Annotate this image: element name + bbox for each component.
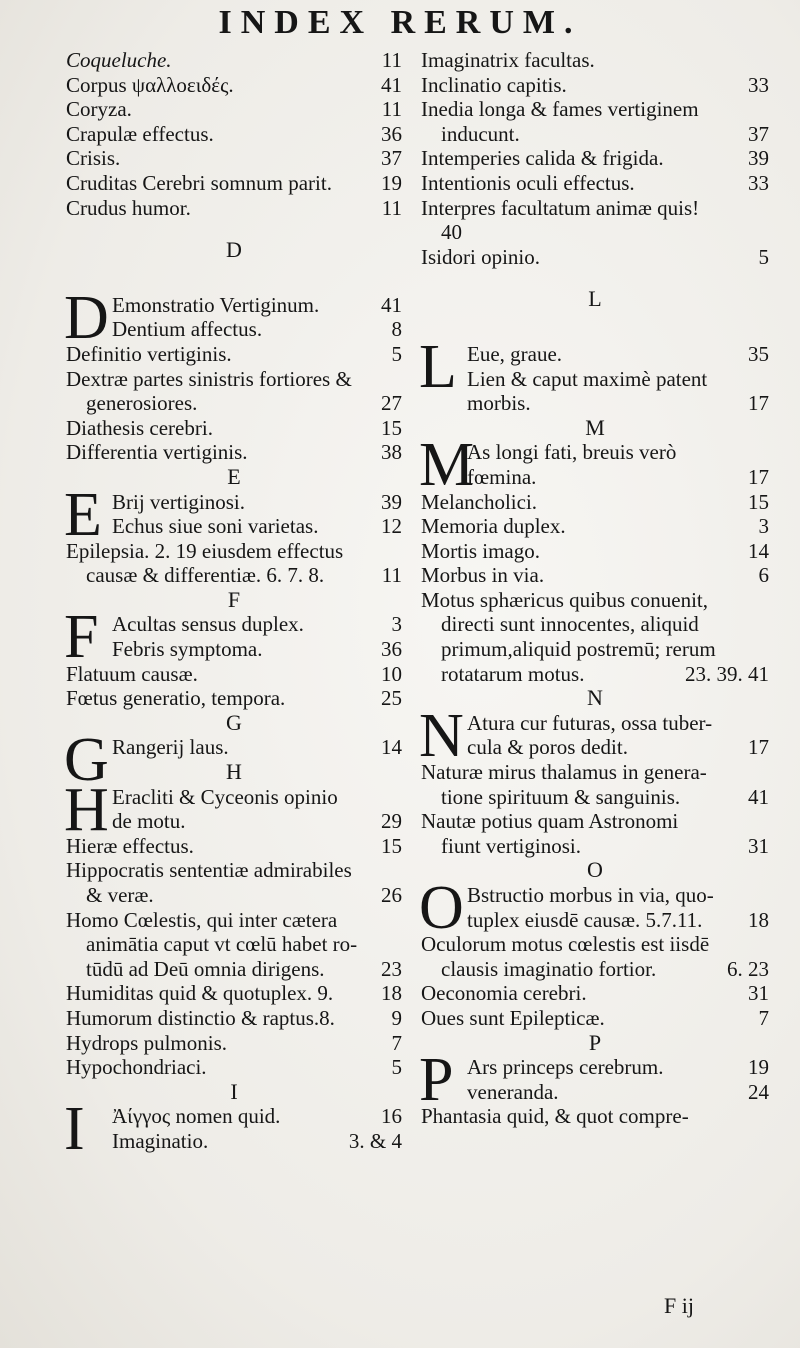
entry-page-ref: 23. 39. 41 [685,661,769,686]
entry-text: Intemperies calida & frigida. [421,146,664,171]
section-letter: E [227,463,241,489]
entry-page-ref: 17 [748,391,769,416]
drop-cap-block [64,283,402,352]
entry-page-ref: 11 [381,48,402,72]
entry-text: Mortis imago. [421,538,540,563]
drop-cap-block [64,603,402,672]
entry-text: Acultas sensus duplex. [112,612,304,637]
drop-cap-block [419,332,769,416]
entry-text: de motu. [112,809,186,834]
entry-page-ref: 33 [748,170,769,195]
entry-text: Eracliti & Cyceonis opinio [112,784,338,809]
entry-text: Inedia longa & fames vertiginem [421,97,699,122]
entry-text: Homo Cœlestis, qui inter cætera [66,907,338,932]
entry-text: tione spirituum & sanguinis. [441,784,681,809]
entry-page-ref: 27 [381,391,402,416]
index-entry [112,1104,402,1129]
entry-text: tūdū ad Deū omnia dirigens. [86,956,325,981]
entry-page-ref: 26 [381,883,402,907]
entry-text: Motus sphæricus quibus conuenit, [421,587,708,612]
drop-cap-initial: L [419,332,457,401]
index-entry [421,588,769,686]
index-entry [421,981,769,1006]
index-entry [66,539,402,588]
entry-text: Intentionis oculi effectus. [421,170,635,195]
entry-page-ref: 11 [381,97,402,122]
entry-text: generosiores. [86,391,198,416]
entry-page-ref: 14 [748,538,769,563]
index-entry [66,440,402,465]
entry-text: Brij vertiginosi. [112,489,245,514]
entry-page-ref: 3 [391,612,402,637]
entry-text: Echus siue soni varietas. [112,514,319,539]
entry-page-ref: 17 [748,735,769,760]
index-entry [66,686,402,711]
entry-page-ref: 8 [391,317,402,342]
index-entry [66,1055,402,1080]
entry-text: Emonstratio Vertiginum. [112,292,320,317]
index-entry [112,612,402,637]
drop-cap-block [64,775,402,844]
index-entry [112,785,402,834]
entry-page-ref: 41 [381,72,402,97]
entry-page-ref: 5 [391,1055,402,1080]
entry-text: Rangerij laus. [112,735,229,760]
entry-text: Coqueluche. [66,48,172,72]
index-entry [421,760,769,809]
index-entry [66,908,402,982]
section-letter: P [588,1029,602,1055]
entry-text: Morbus in via. [421,563,545,588]
entry-page-ref: 16 [381,1104,402,1129]
index-entry [421,809,769,858]
section-letter: F [227,586,241,612]
entry-text: Flatuum causæ. [66,661,198,686]
entry-text: Coryza. [66,97,132,122]
index-entry [467,440,769,489]
index-entry [421,73,769,98]
drop-cap-initial: I [64,1095,85,1164]
entry-text: Febris symptoma. [112,637,263,662]
index-entry [421,171,769,196]
entry-text: causæ & differentiæ. 6. 7. 8. [86,563,325,588]
entry-text: Eue, graue. [467,341,563,366]
entry-text: directi sunt innocentes, aliquid [441,612,699,637]
index-entry [66,196,402,221]
entry-page-ref: 15 [748,489,769,514]
entry-text: Phantasia quid, & quot compre- [421,1104,689,1129]
entry-page-ref: 36 [381,637,402,662]
entry-page-ref: 3. & 4 [348,1128,402,1153]
section-letter: N [587,685,603,711]
entry-text: Isidori opinio. [421,244,540,269]
entry-page-ref: 18 [381,981,402,1006]
index-entry [112,735,402,760]
entry-text: Cruditas Cerebri somnum parit. [66,170,332,195]
index-entry [66,858,402,907]
entry-text: Humorum distinctio & raptus.8. [66,1005,335,1030]
section-letter: D [226,237,242,263]
index-entry [467,1055,769,1080]
section-letter: G [226,709,242,735]
index-entry [66,48,402,73]
entry-text: tuplex eiusdē causæ. 5.7.11. [467,907,703,932]
entry-text: Diathesis cerebri. [66,415,213,440]
drop-cap-initial: H [64,775,109,844]
entry-text: Crisis. [66,146,121,171]
drop-cap-initial: O [419,874,464,942]
entry-text: 40 [441,220,462,245]
entry-page-ref: 31 [748,833,769,858]
index-entry [421,490,769,515]
entry-page-ref: 37 [381,146,402,171]
entry-text: Humiditas quid & quotuplex. 9. [66,981,334,1006]
section-letter: L [588,286,602,312]
section-letter: H [226,759,242,785]
entry-text: Definitio vertiginis. [66,341,232,366]
entry-text: As longi fati, breuis verò [467,440,677,465]
entry-text: Dextræ partes sinistris fortiores & [66,366,352,391]
index-column-left [64,48,402,1164]
entry-text: Oues sunt Epilepticæ. [421,1005,605,1030]
drop-cap-initial: N [419,701,464,770]
entry-page-ref: 31 [748,981,769,1006]
entry-page-ref: 25 [381,686,402,711]
entry-text: Hypochondriaci. [66,1055,207,1080]
entry-page-ref: 15 [381,833,402,858]
entry-page-ref: 5 [758,244,769,269]
entry-text: primum,aliquid postremū; rerum [441,637,716,662]
index-entry [467,711,769,760]
entry-page-ref: 36 [381,121,402,146]
index-entry [421,245,769,270]
drop-cap-block [419,1046,769,1115]
entry-text: Crapulæ effectus. [66,121,214,146]
drop-cap-initial: F [64,603,99,672]
entry-text: rotatarum motus. [441,661,585,686]
drop-cap-block [64,1095,402,1164]
index-entry [112,490,402,515]
entry-text: Naturæ mirus thalamus in genera- [421,760,707,785]
entry-text: Imaginatrix facultas. [421,48,595,72]
entry-text: Crudus humor. [66,195,191,220]
entry-text: clausis imaginatio fortior. [441,956,657,981]
entry-text: Ἀίγγος nomen quid. [112,1104,281,1129]
signature-mark: F ij [664,1293,694,1318]
entry-page-ref: 41 [748,784,769,809]
drop-cap-initial: M [419,431,475,500]
entry-page-ref: 38 [381,440,402,465]
entry-text: inducunt. [441,121,520,146]
entry-text: Atura cur futuras, ossa tuber- [467,710,713,735]
entry-text: fœmina. [467,464,537,489]
entry-text: Ars princeps cerebrum. [467,1055,664,1080]
entry-text: Hippocratis sententiæ admirabiles [66,858,352,883]
entry-text: Melancholici. [421,489,538,514]
drop-cap-block [419,874,769,942]
entry-text: veneranda. [467,1079,559,1104]
page-header: INDEX RERUM. [218,4,582,41]
index-entry [66,171,402,196]
section-letter: I [230,1078,238,1104]
entry-page-ref: 6. 23 [727,956,769,981]
index-entry [421,563,769,588]
entry-page-ref: 11 [381,563,402,588]
entry-text: Interpres facultatum animæ quis! [421,195,700,220]
index-entry [467,367,769,416]
index-entry [421,48,769,73]
entry-text: Bstructio morbus in via, quo- [467,883,714,907]
entry-page-ref: 39 [381,489,402,514]
drop-cap-initial: P [419,1046,454,1115]
index-entry [66,367,402,416]
entry-page-ref: 9 [391,1005,402,1030]
drop-cap-initial: D [64,283,109,352]
entry-page-ref: 3 [758,514,769,539]
index-entry [66,342,402,367]
drop-cap-initial: E [64,480,102,549]
index-entry [66,662,402,687]
entry-text: Imaginatio. [112,1128,209,1153]
entry-page-ref: 18 [748,907,769,932]
entry-text: Oculorum motus cœlestis est iisdē [421,932,710,957]
entry-text: cula & poros dedit. [467,735,628,760]
index-entry [112,637,402,662]
entry-text: Oeconomia cerebri. [421,981,587,1006]
index-entry [421,146,769,171]
entry-text: & veræ. [86,883,154,907]
entry-page-ref: 5 [391,341,402,366]
entry-page-ref: 15 [381,415,402,440]
drop-cap-block [64,480,402,549]
index-entry [467,883,769,932]
index-entry [66,416,402,441]
index-entry [467,1080,769,1105]
entry-page-ref: 7 [391,1030,402,1055]
entry-text: Inclinatio capitis. [421,72,567,97]
entry-page-ref: 7 [758,1005,769,1030]
index-entry [112,1129,402,1154]
section-letter: M [585,414,605,440]
entry-text: Corpus ψαλλοειδές. [66,72,234,97]
entry-page-ref: 6 [758,563,769,588]
index-entry [112,514,402,539]
index-entry [66,981,402,1006]
entry-text: Nautæ potius quam Astronomi [421,809,679,834]
entry-page-ref: 24 [748,1079,769,1104]
index-entry [66,97,402,122]
entry-page-ref: 10 [381,661,402,686]
entry-page-ref: 14 [381,735,402,760]
entry-text: Lien & caput maximè patent [467,366,708,391]
index-entry [421,1104,769,1129]
index-entry [66,122,402,147]
entry-page-ref: 19 [748,1055,769,1080]
entry-page-ref: 11 [381,195,402,220]
index-entry [66,834,402,859]
index-entry [421,196,769,245]
index-entry [66,146,402,171]
index-entry [421,1006,769,1031]
section-letter: O [587,857,603,883]
entry-page-ref: 23 [381,956,402,981]
entry-page-ref: 33 [748,72,769,97]
drop-cap-block [64,726,402,795]
index-entry [421,932,769,981]
entry-text: Hieræ effectus. [66,833,194,858]
entry-page-ref: 35 [748,341,769,366]
index-entry [112,317,402,342]
entry-page-ref: 12 [381,514,402,539]
entry-text: morbis. [467,391,531,416]
entry-text: Hydrops pulmonis. [66,1030,228,1055]
entry-text: animātia caput vt cœlū habet ro- [86,932,358,957]
entry-text: Differentia vertiginis. [66,440,248,465]
entry-page-ref: 37 [748,121,769,146]
entry-page-ref: 39 [748,146,769,171]
entry-text: Dentium affectus. [112,317,263,342]
entry-text: Fœtus generatio, tempora. [66,686,286,711]
drop-cap-initial: G [64,726,109,795]
index-entry [467,342,769,367]
entry-page-ref: 17 [748,464,769,489]
index-entry [421,97,769,146]
index-entry [66,1006,402,1031]
drop-cap-block [419,431,769,500]
index-column-right [421,48,769,1129]
entry-text: fiunt vertiginosi. [441,833,581,858]
index-entry [112,293,402,318]
index-entry [421,514,769,539]
entry-page-ref: 41 [381,292,402,317]
entry-page-ref: 29 [381,809,402,834]
index-entry [66,73,402,98]
drop-cap-block [419,701,769,770]
index-entry [66,1031,402,1056]
entry-page-ref: 19 [381,170,402,195]
index-entry [421,539,769,564]
entry-text: Epilepsia. 2. 19 eiusdem effectus [66,538,344,563]
entry-text: Memoria duplex. [421,514,566,539]
